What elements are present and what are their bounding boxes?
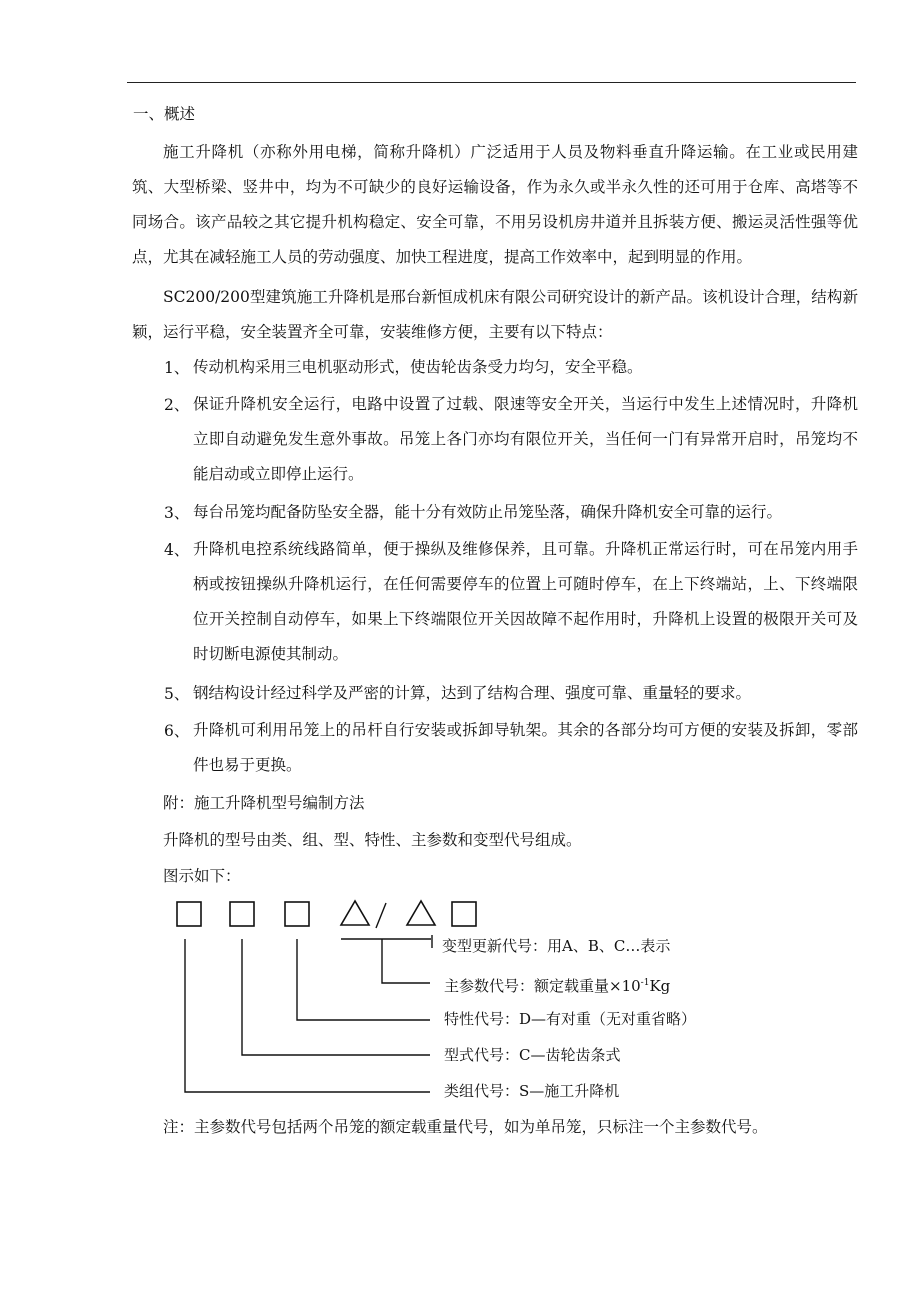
feature-2-number: 2、 xyxy=(164,396,190,414)
feature-leader xyxy=(297,939,430,1020)
section-heading: 一、概述 xyxy=(133,105,196,123)
param-triangle-1 xyxy=(341,901,369,925)
intro-paragraph-1: 施工升降机（亦称外用电梯，简称升降机）广泛适用于人员及物料垂直升降运输。在工业或民用建筑、大型桥梁、竖井中，均为不可缺少的良好运输设备，作为永久或半永久性的还可用于仓库、高塔等不同场合。该产品较之其它提升机构稳定、安全可靠，不用另设机房井道并且拆装方便、搬运灵活性强等优点，尤其在减轻施工人员的劳动强度、加快工程进度，提高工作效率中，起到明显的作用。 xyxy=(132,143,858,266)
feature-4-number: 4、 xyxy=(164,541,190,559)
appendix-line-2: 图示如下： xyxy=(163,867,241,885)
footnote: 注：主参数代号包括两个吊笼的额定载重量代号，如为单吊笼，只标注一个主参数代号。 xyxy=(163,1118,768,1136)
header-rule xyxy=(127,82,856,83)
feature-1-number: 1、 xyxy=(164,359,190,377)
feature-6-number: 6、 xyxy=(164,722,190,740)
variant-label: 变型更新代号：用A、B、C…表示 xyxy=(442,937,671,955)
feature-3-text: 每台吊笼均配备防坠安全器，能十分有效防止吊笼坠落，确保升降机安全可靠的运行。 xyxy=(193,503,783,521)
feature-6-text: 升降机可利用吊笼上的吊杆自行安装或拆卸导轨架。其余的各部分均可方便的安装及拆卸，零部件也易于更换。 xyxy=(193,721,858,774)
type-leader xyxy=(242,939,430,1055)
model-code-diagram xyxy=(160,890,860,1120)
intro-paragraph-2: SC200/200型建筑施工升降机是邢台新恒成机床有限公司研究设计的新产品。该机设计合理，结构新颖，运行平稳，安全装置齐全可靠，安装维修方便，主要有以下特点： xyxy=(132,288,858,341)
appendix-line-1: 升降机的型号由类、组、型、特性、主参数和变型代号组成。 xyxy=(163,831,582,849)
type-box xyxy=(230,902,254,926)
param-label: 主参数代号：额定载重量$\times 10^{-1}Kg$ xyxy=(444,977,671,995)
separator-slash-line xyxy=(376,903,386,928)
feature-4-text: 升降机电控系统线路简单，便于操纵及维修保养，且可靠。升降机正常运行时，可在吊笼内用手柄或按钮操纵升降机运行，在任何需要停车的位置上可随时停车，在上下终端站，上、下终端限位开关控制自动停车，如果上下终端限位开关因故障不起作用时，升降机上设置的极限开关可及时切断电源使其制动。 xyxy=(193,540,858,663)
feature-2-text: 保证升降机安全运行，电路中设置了过载、限速等安全开关，当运行中发生上述情况时，升降机立即自动避免发生意外事故。吊笼上各门亦均有限位开关，当任何一门有异常开启时，吊笼均不能启动或立即停止运行。 xyxy=(193,395,858,483)
class-leader xyxy=(185,939,430,1092)
param-leader xyxy=(382,939,430,983)
feature-1-text: 传动机构采用三电机驱动形式，使齿轮齿条受力均匀，安全平稳。 xyxy=(193,358,643,376)
feature-5-text: 钢结构设计经过科学及严密的计算，达到了结构合理、强度可靠、重量轻的要求。 xyxy=(193,684,752,702)
param-triangle-2 xyxy=(407,901,435,925)
appendix-title: 附：施工升降机型号编制方法 xyxy=(163,794,365,812)
feature-3-number: 3、 xyxy=(164,504,190,522)
class-box xyxy=(177,902,201,926)
variant-box xyxy=(452,902,476,926)
feature-label: 特性代号：D—有对重（无对重省略） xyxy=(444,1010,697,1028)
feature-box xyxy=(285,902,309,926)
feature-5-number: 5、 xyxy=(164,685,190,703)
type-label: 型式代号：C—齿轮齿条式 xyxy=(444,1046,621,1064)
class-label: 类组代号：S—施工升降机 xyxy=(444,1082,620,1100)
